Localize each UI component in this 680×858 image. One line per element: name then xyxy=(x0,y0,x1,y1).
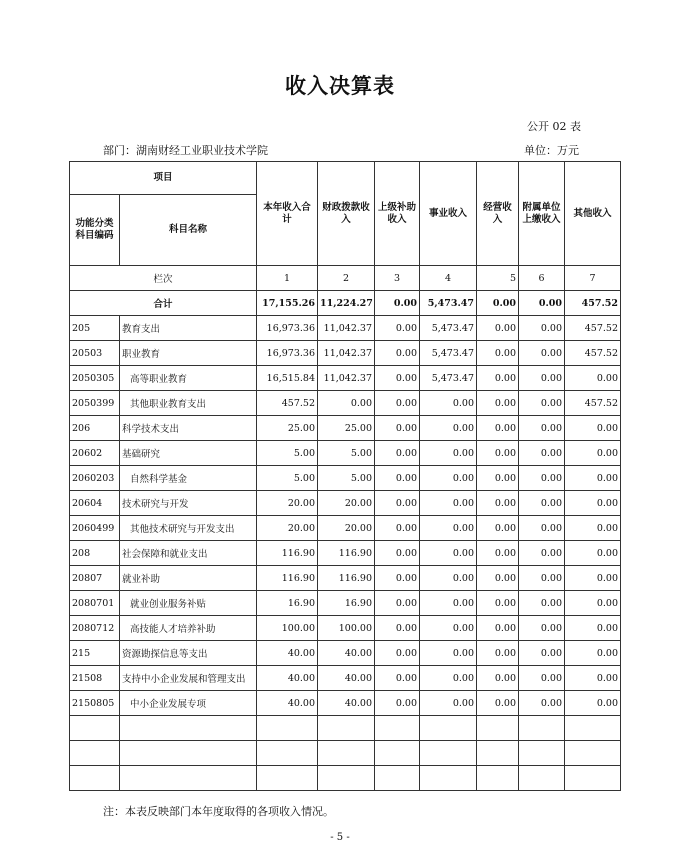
subject-code: 20602 xyxy=(70,441,120,466)
amount-cell: 0.00 xyxy=(519,616,565,641)
amount-cell: 0.00 xyxy=(375,566,420,591)
amount-cell: 16.90 xyxy=(257,591,318,616)
empty-cell xyxy=(519,766,565,791)
empty-row xyxy=(70,766,621,791)
table-row xyxy=(70,416,621,441)
header-superior-subsidy: 上级补助收入 xyxy=(375,162,420,266)
empty-cell xyxy=(477,766,519,791)
amount-cell: 0.00 xyxy=(519,441,565,466)
empty-cell xyxy=(375,766,420,791)
index-cell: 7 xyxy=(565,266,621,291)
header-business-income: 事业收入 xyxy=(420,162,477,266)
table-row xyxy=(70,366,621,391)
amount-cell: 0.00 xyxy=(477,541,519,566)
amount-cell: 5,473.47 xyxy=(420,341,477,366)
amount-cell: 0.00 xyxy=(519,366,565,391)
header-operating-income: 经营收入 xyxy=(477,162,519,266)
amount-cell: 0.00 xyxy=(565,666,621,691)
empty-cell xyxy=(420,766,477,791)
empty-cell xyxy=(375,741,420,766)
amount-cell: 457.52 xyxy=(565,316,621,341)
amount-cell: 0.00 xyxy=(519,316,565,341)
subject-name: 自然科学基金 xyxy=(120,466,257,491)
header-other-income: 其他收入 xyxy=(565,162,621,266)
amount-cell: 5.00 xyxy=(257,466,318,491)
empty-cell xyxy=(318,716,375,741)
amount-cell: 0.00 xyxy=(565,416,621,441)
subject-code: 2050399 xyxy=(70,391,120,416)
amount-cell: 100.00 xyxy=(257,616,318,641)
empty-cell xyxy=(565,766,621,791)
subject-name: 中小企业发展专项 xyxy=(120,691,257,716)
subject-code: 2150805 xyxy=(70,691,120,716)
table-row xyxy=(70,566,621,591)
amount-cell: 0.00 xyxy=(565,491,621,516)
empty-cell xyxy=(257,741,318,766)
subject-code: 20503 xyxy=(70,341,120,366)
amount-cell: 0.00 xyxy=(375,416,420,441)
amount-cell: 0.00 xyxy=(477,691,519,716)
empty-cell xyxy=(519,741,565,766)
amount-cell: 0.00 xyxy=(519,391,565,416)
amount-cell: 0.00 xyxy=(375,516,420,541)
amount-cell: 100.00 xyxy=(318,616,375,641)
empty-cell xyxy=(257,766,318,791)
amount-cell: 0.00 xyxy=(519,641,565,666)
empty-cell xyxy=(477,741,519,766)
header-affiliate-income: 附属单位上缴收入 xyxy=(519,162,565,266)
amount-cell: 0.00 xyxy=(375,341,420,366)
form-number: 公开 02 表 xyxy=(527,120,581,133)
amount-cell: 0.00 xyxy=(477,466,519,491)
table-row xyxy=(70,591,621,616)
amount-cell: 0.00 xyxy=(375,541,420,566)
subject-name: 就业补助 xyxy=(120,566,257,591)
amount-cell: 11,042.37 xyxy=(318,316,375,341)
subject-code: 2060203 xyxy=(70,466,120,491)
index-cell: 6 xyxy=(519,266,565,291)
amount-cell: 0.00 xyxy=(519,566,565,591)
amount-cell: 16,973.36 xyxy=(257,341,318,366)
amount-cell: 0.00 xyxy=(477,591,519,616)
amount-cell: 116.90 xyxy=(318,566,375,591)
amount-cell: 25.00 xyxy=(257,416,318,441)
subject-name: 资源勘探信息等支出 xyxy=(120,641,257,666)
index-cell: 4 xyxy=(420,266,477,291)
empty-cell xyxy=(120,716,257,741)
amount-cell: 0.00 xyxy=(420,491,477,516)
amount-cell: 0.00 xyxy=(477,316,519,341)
subject-code: 2050305 xyxy=(70,366,120,391)
amount-cell: 16,515.84 xyxy=(257,366,318,391)
empty-cell xyxy=(477,716,519,741)
amount-cell: 20.00 xyxy=(318,516,375,541)
empty-row xyxy=(70,716,621,741)
total-cell: 0.00 xyxy=(375,291,420,316)
amount-cell: 116.90 xyxy=(257,566,318,591)
amount-cell: 20.00 xyxy=(257,491,318,516)
amount-cell: 457.52 xyxy=(565,341,621,366)
income-table xyxy=(69,161,621,791)
subject-name: 其他技术研究与开发支出 xyxy=(120,516,257,541)
header-fiscal-income: 财政拨款收入 xyxy=(318,162,375,266)
index-row xyxy=(70,266,621,291)
subject-name: 科学技术支出 xyxy=(120,416,257,441)
table-note: 注：本表反映部门本年度取得的各项收入情况。 xyxy=(103,805,334,818)
amount-cell: 5,473.47 xyxy=(420,316,477,341)
amount-cell: 0.00 xyxy=(565,516,621,541)
total-cell: 457.52 xyxy=(565,291,621,316)
amount-cell: 0.00 xyxy=(519,541,565,566)
empty-cell xyxy=(120,766,257,791)
amount-cell: 457.52 xyxy=(257,391,318,416)
unit-label: 单位：万元 xyxy=(524,144,579,157)
amount-cell: 0.00 xyxy=(477,566,519,591)
table-row xyxy=(70,641,621,666)
subject-code: 2060499 xyxy=(70,516,120,541)
total-cell: 0.00 xyxy=(477,291,519,316)
table-row xyxy=(70,516,621,541)
empty-cell xyxy=(375,716,420,741)
index-cell: 5 xyxy=(477,266,519,291)
header-code: 功能分类科目编码 xyxy=(70,195,120,266)
amount-cell: 0.00 xyxy=(375,691,420,716)
index-cell: 2 xyxy=(318,266,375,291)
amount-cell: 0.00 xyxy=(477,416,519,441)
table-row xyxy=(70,316,621,341)
amount-cell: 0.00 xyxy=(565,541,621,566)
table-row xyxy=(70,466,621,491)
amount-cell: 40.00 xyxy=(318,691,375,716)
amount-cell: 0.00 xyxy=(420,541,477,566)
amount-cell: 0.00 xyxy=(375,466,420,491)
subject-name: 技术研究与开发 xyxy=(120,491,257,516)
amount-cell: 0.00 xyxy=(420,641,477,666)
header-item: 项目 xyxy=(70,162,257,195)
index-cell: 1 xyxy=(257,266,318,291)
amount-cell: 0.00 xyxy=(420,566,477,591)
total-cell: 11,224.27 xyxy=(318,291,375,316)
header-name: 科目名称 xyxy=(120,195,257,266)
page-number: - 5 - xyxy=(330,832,350,843)
amount-cell: 11,042.37 xyxy=(318,341,375,366)
total-label: 合计 xyxy=(70,291,257,316)
total-cell: 5,473.47 xyxy=(420,291,477,316)
amount-cell: 0.00 xyxy=(519,491,565,516)
subject-name: 基础研究 xyxy=(120,441,257,466)
empty-cell xyxy=(420,716,477,741)
amount-cell: 0.00 xyxy=(477,516,519,541)
amount-cell: 0.00 xyxy=(565,566,621,591)
amount-cell: 16.90 xyxy=(318,591,375,616)
amount-cell: 0.00 xyxy=(477,491,519,516)
total-cell: 0.00 xyxy=(519,291,565,316)
amount-cell: 0.00 xyxy=(375,491,420,516)
amount-cell: 0.00 xyxy=(565,641,621,666)
table-row xyxy=(70,491,621,516)
amount-cell: 0.00 xyxy=(375,666,420,691)
amount-cell: 0.00 xyxy=(519,516,565,541)
amount-cell: 0.00 xyxy=(565,591,621,616)
amount-cell: 0.00 xyxy=(375,441,420,466)
amount-cell: 20.00 xyxy=(257,516,318,541)
amount-cell: 0.00 xyxy=(420,466,477,491)
subject-code: 21508 xyxy=(70,666,120,691)
amount-cell: 0.00 xyxy=(420,591,477,616)
amount-cell: 0.00 xyxy=(420,691,477,716)
empty-cell xyxy=(318,741,375,766)
header-total-income: 本年收入合计 xyxy=(257,162,318,266)
amount-cell: 11,042.37 xyxy=(318,366,375,391)
subject-code: 2080712 xyxy=(70,616,120,641)
amount-cell: 5.00 xyxy=(318,466,375,491)
amount-cell: 0.00 xyxy=(565,616,621,641)
total-cell: 17,155.26 xyxy=(257,291,318,316)
amount-cell: 457.52 xyxy=(565,391,621,416)
empty-cell xyxy=(257,716,318,741)
amount-cell: 0.00 xyxy=(519,591,565,616)
empty-cell xyxy=(565,741,621,766)
empty-row xyxy=(70,741,621,766)
subject-code: 215 xyxy=(70,641,120,666)
amount-cell: 0.00 xyxy=(420,416,477,441)
amount-cell: 116.90 xyxy=(257,541,318,566)
empty-cell xyxy=(120,741,257,766)
amount-cell: 0.00 xyxy=(477,441,519,466)
amount-cell: 0.00 xyxy=(375,591,420,616)
subject-code: 20807 xyxy=(70,566,120,591)
amount-cell: 25.00 xyxy=(318,416,375,441)
amount-cell: 40.00 xyxy=(257,666,318,691)
amount-cell: 0.00 xyxy=(519,666,565,691)
amount-cell: 0.00 xyxy=(519,416,565,441)
amount-cell: 0.00 xyxy=(375,366,420,391)
table-row xyxy=(70,391,621,416)
subject-code: 2080701 xyxy=(70,591,120,616)
amount-cell: 0.00 xyxy=(375,641,420,666)
subject-name: 职业教育 xyxy=(120,341,257,366)
amount-cell: 0.00 xyxy=(519,691,565,716)
amount-cell: 40.00 xyxy=(318,666,375,691)
table-row xyxy=(70,441,621,466)
amount-cell: 0.00 xyxy=(519,466,565,491)
amount-cell: 0.00 xyxy=(375,316,420,341)
subject-name: 支持中小企业发展和管理支出 xyxy=(120,666,257,691)
page-title: 收入决算表 xyxy=(285,74,395,98)
index-label: 栏次 xyxy=(70,266,257,291)
amount-cell: 20.00 xyxy=(318,491,375,516)
subject-name: 就业创业服务补贴 xyxy=(120,591,257,616)
amount-cell: 0.00 xyxy=(565,691,621,716)
amount-cell: 5,473.47 xyxy=(420,366,477,391)
table-row xyxy=(70,666,621,691)
amount-cell: 0.00 xyxy=(477,616,519,641)
amount-cell: 40.00 xyxy=(257,641,318,666)
empty-cell xyxy=(70,716,120,741)
subject-name: 其他职业教育支出 xyxy=(120,391,257,416)
empty-cell xyxy=(420,741,477,766)
empty-cell xyxy=(70,766,120,791)
empty-cell xyxy=(565,716,621,741)
amount-cell: 0.00 xyxy=(318,391,375,416)
amount-cell: 0.00 xyxy=(477,391,519,416)
amount-cell: 0.00 xyxy=(565,366,621,391)
subject-name: 高等职业教育 xyxy=(120,366,257,391)
amount-cell: 0.00 xyxy=(420,666,477,691)
amount-cell: 0.00 xyxy=(565,466,621,491)
subject-code: 205 xyxy=(70,316,120,341)
table-row xyxy=(70,341,621,366)
subject-name: 社会保障和就业支出 xyxy=(120,541,257,566)
amount-cell: 0.00 xyxy=(519,341,565,366)
amount-cell: 0.00 xyxy=(420,516,477,541)
amount-cell: 0.00 xyxy=(420,441,477,466)
amount-cell: 0.00 xyxy=(477,341,519,366)
table-row xyxy=(70,691,621,716)
amount-cell: 0.00 xyxy=(375,616,420,641)
empty-cell xyxy=(519,716,565,741)
amount-cell: 16,973.36 xyxy=(257,316,318,341)
amount-cell: 0.00 xyxy=(477,366,519,391)
index-cell: 3 xyxy=(375,266,420,291)
amount-cell: 0.00 xyxy=(420,391,477,416)
table-row xyxy=(70,616,621,641)
subject-name: 高技能人才培养补助 xyxy=(120,616,257,641)
subject-name: 教育支出 xyxy=(120,316,257,341)
amount-cell: 40.00 xyxy=(318,641,375,666)
subject-code: 208 xyxy=(70,541,120,566)
amount-cell: 0.00 xyxy=(565,441,621,466)
empty-cell xyxy=(70,741,120,766)
amount-cell: 5.00 xyxy=(257,441,318,466)
subject-code: 20604 xyxy=(70,491,120,516)
amount-cell: 0.00 xyxy=(420,616,477,641)
amount-cell: 40.00 xyxy=(257,691,318,716)
amount-cell: 116.90 xyxy=(318,541,375,566)
empty-cell xyxy=(318,766,375,791)
table-row xyxy=(70,541,621,566)
amount-cell: 0.00 xyxy=(375,391,420,416)
subject-code: 206 xyxy=(70,416,120,441)
amount-cell: 0.00 xyxy=(477,641,519,666)
amount-cell: 5.00 xyxy=(318,441,375,466)
amount-cell: 0.00 xyxy=(477,666,519,691)
total-row xyxy=(70,291,621,316)
department-label: 部门：湖南财经工业职业技术学院 xyxy=(103,144,268,157)
